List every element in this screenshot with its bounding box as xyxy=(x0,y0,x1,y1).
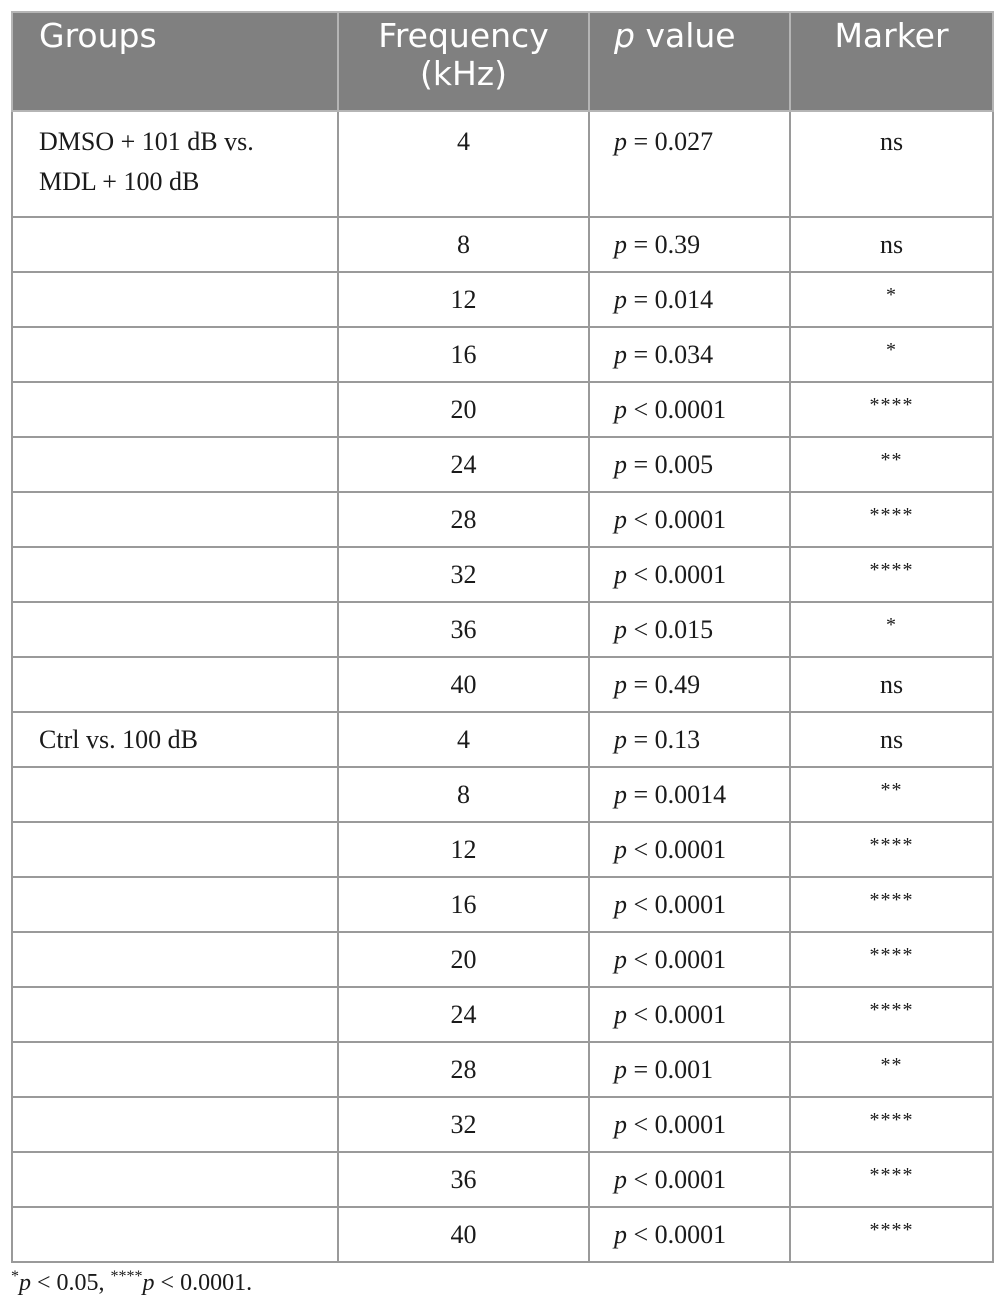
pvalue-p: p xyxy=(614,229,627,259)
table-row xyxy=(12,1097,993,1152)
pvalue-cell xyxy=(589,327,790,382)
pvalue-cell xyxy=(589,602,790,657)
marker-cell xyxy=(790,1152,993,1207)
table-row xyxy=(12,1152,993,1207)
frequency-cell: 28 xyxy=(338,1042,589,1097)
pvalue-p: p xyxy=(614,284,627,314)
header-frequency-line2: (kHz) xyxy=(420,54,507,93)
group-cell xyxy=(12,987,338,1042)
pvalue-text: = 0.005 xyxy=(627,449,714,479)
marker-cell xyxy=(790,1097,993,1152)
pvalue-p: p xyxy=(614,724,627,754)
marker-value: ** xyxy=(880,1053,903,1076)
group-cell xyxy=(12,932,338,987)
pvalue-p: p xyxy=(614,1109,627,1139)
marker-cell xyxy=(790,492,993,547)
marker-value: **** xyxy=(869,888,914,911)
pvalue-p: p xyxy=(614,1054,627,1084)
marker-cell xyxy=(790,547,993,602)
pvalue-cell xyxy=(589,1152,790,1207)
pvalue-text: < 0.0001 xyxy=(627,1109,727,1139)
pvalue-cell xyxy=(589,987,790,1042)
frequency-cell: 4 xyxy=(338,712,589,767)
marker-value: * xyxy=(886,613,897,636)
table-row xyxy=(12,822,993,877)
table-row xyxy=(12,712,993,767)
table-row xyxy=(12,657,993,712)
group-cell xyxy=(12,877,338,932)
group-cell xyxy=(12,1207,338,1262)
marker-cell xyxy=(790,657,993,712)
pvalue-text: = 0.13 xyxy=(627,724,701,754)
table-row xyxy=(12,767,993,822)
pvalue-cell xyxy=(589,217,790,272)
pvalue-text: = 0.034 xyxy=(627,339,714,369)
table-row xyxy=(12,877,993,932)
marker-cell xyxy=(790,437,993,492)
marker-value: ** xyxy=(880,778,903,801)
marker-cell xyxy=(790,272,993,327)
group-label-line2: MDL + 100 dB xyxy=(39,167,200,196)
pvalue-p: p xyxy=(614,339,627,369)
marker-cell xyxy=(790,932,993,987)
marker-cell xyxy=(790,1042,993,1097)
pvalue-p: p xyxy=(614,127,627,156)
frequency-cell: 24 xyxy=(338,987,589,1042)
pvalue-cell xyxy=(589,1042,790,1097)
pvalue-p: p xyxy=(614,394,627,424)
table-row xyxy=(12,437,993,492)
group-cell xyxy=(12,657,338,712)
marker-cell xyxy=(790,767,993,822)
header-groups-label: Groups xyxy=(39,16,157,55)
table-row xyxy=(12,272,993,327)
pvalue-text: = 0.0014 xyxy=(627,779,727,809)
group-label-line1: DMSO + 101 dB vs. xyxy=(39,127,254,156)
marker-cell xyxy=(790,1207,993,1262)
marker-value: * xyxy=(886,283,897,306)
group-cell xyxy=(12,272,338,327)
marker-cell xyxy=(790,382,993,437)
footnote-star-1: * xyxy=(11,1268,19,1285)
marker-value: **** xyxy=(869,558,914,581)
marker-cell xyxy=(790,712,993,767)
group-cell xyxy=(12,712,338,767)
pvalue-text: < 0.0001 xyxy=(627,1164,727,1194)
marker-value: ns xyxy=(879,669,904,699)
footnote-p-1: p xyxy=(19,1270,31,1296)
header-marker xyxy=(790,12,993,111)
marker-value: **** xyxy=(869,1218,914,1241)
table-row xyxy=(12,602,993,657)
footnote-star-2: **** xyxy=(110,1268,143,1285)
marker-value: ns xyxy=(879,229,904,259)
pvalue-p: p xyxy=(614,779,627,809)
table-row xyxy=(12,987,993,1042)
pvalue-cell xyxy=(589,111,790,217)
pvalue-text: = 0.027 xyxy=(627,127,714,156)
group-cell xyxy=(12,1042,338,1097)
table-row xyxy=(12,382,993,437)
pvalue-text: = 0.39 xyxy=(627,229,701,259)
marker-value: ns xyxy=(879,724,904,754)
pvalue-p: p xyxy=(614,614,627,644)
frequency-cell: 40 xyxy=(338,657,589,712)
group-cell xyxy=(12,1097,338,1152)
pvalue-cell xyxy=(589,877,790,932)
group-cell xyxy=(12,492,338,547)
header-pvalue-rest: value xyxy=(634,16,736,55)
marker-value: * xyxy=(886,338,897,361)
footnote-text-2: < 0.0001. xyxy=(154,1270,253,1296)
marker-value: **** xyxy=(869,1108,914,1131)
pvalue-text: < 0.0001 xyxy=(627,394,727,424)
marker-cell xyxy=(790,217,993,272)
marker-cell xyxy=(790,877,993,932)
table-row xyxy=(12,1207,993,1262)
table-row xyxy=(12,327,993,382)
frequency-cell: 32 xyxy=(338,547,589,602)
group-cell xyxy=(12,822,338,877)
group-cell xyxy=(12,217,338,272)
pvalue-cell xyxy=(589,657,790,712)
frequency-cell: 16 xyxy=(338,327,589,382)
marker-value: **** xyxy=(869,393,914,416)
pvalue-cell xyxy=(589,437,790,492)
frequency-cell: 16 xyxy=(338,877,589,932)
pvalue-text: < 0.0001 xyxy=(627,559,727,589)
marker-value: **** xyxy=(869,943,914,966)
table-body xyxy=(12,111,993,1262)
header-row xyxy=(12,12,993,111)
pvalue-p: p xyxy=(614,1219,627,1249)
frequency-cell: 8 xyxy=(338,217,589,272)
marker-cell xyxy=(790,111,993,217)
header-pvalue-p: p xyxy=(614,16,635,55)
pvalue-text: = 0.001 xyxy=(627,1054,714,1084)
pvalue-cell xyxy=(589,1097,790,1152)
marker-cell xyxy=(790,822,993,877)
marker-value: **** xyxy=(869,998,914,1021)
footnote-text-1: < 0.05, xyxy=(31,1270,111,1296)
group-cell xyxy=(12,111,338,217)
pvalue-p: p xyxy=(614,449,627,479)
frequency-cell: 20 xyxy=(338,932,589,987)
marker-cell xyxy=(790,987,993,1042)
pvalue-p: p xyxy=(614,999,627,1029)
frequency-cell: 20 xyxy=(338,382,589,437)
frequency-cell: 24 xyxy=(338,437,589,492)
table-row xyxy=(12,217,993,272)
pvalue-cell xyxy=(589,492,790,547)
pvalue-p: p xyxy=(614,889,627,919)
group-cell xyxy=(12,1152,338,1207)
header-groups xyxy=(12,12,338,111)
marker-value: ** xyxy=(880,448,903,471)
frequency-cell: 40 xyxy=(338,1207,589,1262)
group-cell xyxy=(12,767,338,822)
pvalue-text: < 0.0001 xyxy=(627,889,727,919)
group-cell xyxy=(12,437,338,492)
header-pvalue xyxy=(589,12,790,111)
table-row xyxy=(12,492,993,547)
pvalue-cell xyxy=(589,382,790,437)
marker-cell xyxy=(790,602,993,657)
marker-value: **** xyxy=(869,1163,914,1186)
table-row xyxy=(12,1042,993,1097)
marker-cell xyxy=(790,327,993,382)
group-label-line1: Ctrl vs. 100 dB xyxy=(39,724,198,754)
pvalue-text: = 0.49 xyxy=(627,669,701,699)
marker-value: **** xyxy=(869,833,914,856)
table-row xyxy=(12,111,993,217)
pvalue-p: p xyxy=(614,669,627,699)
stats-table xyxy=(11,11,994,1263)
marker-value: **** xyxy=(869,503,914,526)
group-cell xyxy=(12,602,338,657)
pvalue-cell xyxy=(589,822,790,877)
pvalue-text: < 0.0001 xyxy=(627,834,727,864)
group-cell xyxy=(12,547,338,602)
frequency-cell: 12 xyxy=(338,272,589,327)
pvalue-cell xyxy=(589,932,790,987)
frequency-cell: 28 xyxy=(338,492,589,547)
frequency-cell: 8 xyxy=(338,767,589,822)
pvalue-p: p xyxy=(614,834,627,864)
pvalue-text: < 0.0001 xyxy=(627,944,727,974)
pvalue-text: = 0.014 xyxy=(627,284,714,314)
table-row xyxy=(12,547,993,602)
footnote xyxy=(11,1268,252,1301)
pvalue-p: p xyxy=(614,944,627,974)
header-frequency-line1: Frequency xyxy=(378,16,549,55)
marker-value: ns xyxy=(879,127,904,156)
pvalue-cell xyxy=(589,767,790,822)
pvalue-p: p xyxy=(614,504,627,534)
pvalue-text: < 0.0001 xyxy=(627,999,727,1029)
frequency-cell: 4 xyxy=(338,111,589,217)
pvalue-cell xyxy=(589,272,790,327)
pvalue-p: p xyxy=(614,559,627,589)
frequency-cell: 32 xyxy=(338,1097,589,1152)
pvalue-text: < 0.0001 xyxy=(627,1219,727,1249)
pvalue-cell xyxy=(589,1207,790,1262)
pvalue-p: p xyxy=(614,1164,627,1194)
table-row xyxy=(12,932,993,987)
pvalue-text: < 0.0001 xyxy=(627,504,727,534)
frequency-cell: 12 xyxy=(338,822,589,877)
pvalue-text: < 0.015 xyxy=(627,614,714,644)
group-cell xyxy=(12,382,338,437)
footnote-p-2: p xyxy=(142,1270,155,1296)
frequency-cell: 36 xyxy=(338,602,589,657)
pvalue-cell xyxy=(589,547,790,602)
group-cell xyxy=(12,327,338,382)
header-frequency xyxy=(338,12,589,111)
frequency-cell: 36 xyxy=(338,1152,589,1207)
header-marker-label: Marker xyxy=(834,16,949,55)
pvalue-cell xyxy=(589,712,790,767)
